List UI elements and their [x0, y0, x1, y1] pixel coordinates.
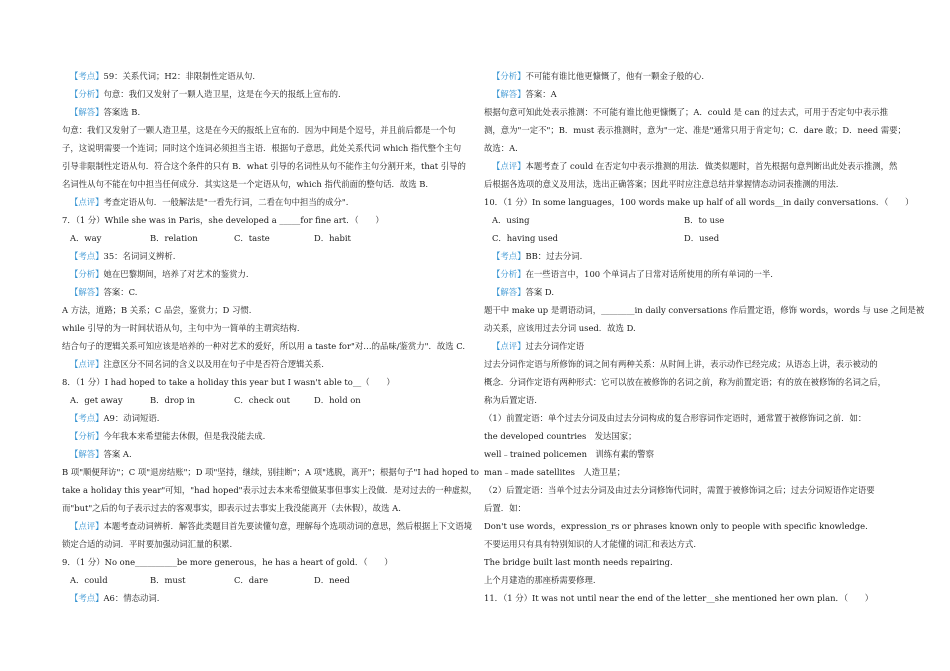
q9-body-line: 故选：A. — [484, 143, 518, 153]
q10-extra-line: 称为后置定语. — [484, 395, 537, 405]
q10-extra-line: （2）后置定语：当单个过去分词及由过去分词修饰代词时，需置于被修饰词之后；过去分词短语作定语要 — [484, 485, 875, 495]
q10-fenxi: 【分析】在一些语言中，100 个单词占了日常对话所使用的所有单词的一半. — [492, 269, 773, 279]
kaodian-label: 【考点】 — [70, 413, 104, 423]
fenxi-label: 【分析】 — [492, 269, 526, 279]
fenxi-label: 【分析】 — [70, 431, 104, 441]
option-c: C．having used — [492, 233, 559, 243]
option-b: B．relation — [150, 233, 198, 243]
q10-options — [492, 215, 872, 226]
option-c: C．taste — [234, 233, 270, 243]
dianping-label: 【点评】 — [70, 521, 104, 531]
option-d: D．used — [684, 233, 720, 243]
q10-body-line: 题干中 make up 是谓语动词，________in daily conversations 作后置定语，修饰 words，words 与 use 之间是被 — [484, 305, 925, 315]
q10-extra-line: The bridge built last month needs repairing. — [484, 557, 673, 567]
q7-body-line: A 方法，道路；B 关系；C 品尝，鉴赏力；D 习惯. — [62, 305, 252, 315]
q8-options — [70, 395, 450, 406]
q10-extra-line: （1）前置定语：单个过去分词及由过去分词构成的复合形容词作定语时，通常置于被修饰词之前．如： — [484, 413, 867, 423]
option-d: D．habit — [314, 233, 351, 243]
dianping-label: 【点评】 — [70, 359, 104, 369]
fenxi-label: 【分析】 — [492, 71, 526, 81]
fenxi-label: 【分析】 — [70, 89, 104, 99]
dianping-label: 【点评】 — [70, 197, 104, 207]
jieda-label: 【解答】 — [70, 287, 104, 297]
q6-body-line: 子，这说明需要一个连词；同时这个连词必须担当主语．根据句子意思，此处关系代词 which 指代整个主句 — [62, 143, 462, 153]
q7-body-line: 结合句子的逻辑关系可知应该是培养的一种对艺术的爱好，所以用 a taste for"对…的品味/鉴赏力"．故选 C. — [62, 341, 466, 351]
q9-fenxi: 【分析】不可能有谁比他更慷慨了，他有一颗金子般的心. — [492, 71, 705, 81]
q8-dianping-cont: 锁定合适的动词．平时要加强动词汇量的积累. — [62, 539, 233, 549]
option-c: C．check out — [234, 395, 291, 405]
q10-extra-line: 后置．如： — [484, 503, 526, 513]
q10-extra-line: 概念．分词作定语有两种形式：它可以放在被修饰的名词之前，称为前置定语；有的放在被修饰的名词之后， — [484, 377, 886, 387]
q10-extra-line: well﹣trained policemen 训练有素的警察 — [484, 449, 654, 459]
q9-body-line: 测，意为"一定不"；B．must 表示推测时，意为"一定、准是"通常只用于肯定句；C．dare 敢；D．need 需要； — [484, 125, 906, 135]
q8-fenxi: 【分析】今年我本来希望能去休假，但是我没能去成. — [70, 431, 266, 441]
q7-body-line: while 引导的为一时间状语从句，主句中为一简单的主谓宾结构. — [62, 323, 300, 333]
q10-options-row2 — [492, 233, 872, 244]
option-a: A．way — [70, 233, 102, 243]
option-a: A．using — [492, 215, 530, 225]
q8-kaodian: 【考点】A9：动词短语. — [70, 413, 160, 423]
q10-extra-line: 不要运用只有具有特别知识的人才能懂的词汇和表达方式. — [484, 539, 697, 549]
q11-stem: 11．（1 分）It was not until near the end of the letter__she mentioned her own plan．（ ） — [484, 593, 874, 603]
jieda-label: 【解答】 — [492, 287, 526, 297]
kaodian-label: 【考点】 — [70, 593, 104, 603]
fenxi-label: 【分析】 — [70, 269, 104, 279]
option-b: B．drop in — [150, 395, 196, 405]
q9-dianping-cont: 后根据各选项的意义及用法，选出正确答案；因此平时应注意总结并掌握情态动词表推测的用法. — [484, 179, 839, 189]
q10-extra-line: 上个月建造的那座桥需要修理. — [484, 575, 596, 585]
q6-fenxi: 【分析】句意：我们又发射了一颗人造卫星，这是在今天的报纸上宣布的. — [70, 89, 341, 99]
q9-stem: 9．（1 分）No one__________be more generous，he has a heart of gold．（ ） — [62, 557, 393, 567]
jieda-label: 【解答】 — [70, 107, 104, 117]
option-a: A．get away — [70, 395, 123, 405]
option-d: D．hold on — [314, 395, 361, 405]
q8-body-line: take a holiday this year"可知，"had hoped"表示过去本来希望做某事但事实上没做．是对过去的一种虚拟， — [62, 485, 478, 495]
kaodian-label: 【考点】 — [70, 251, 104, 261]
q7-fenxi: 【分析】她在巴黎期间，培养了对艺术的鉴赏力. — [70, 269, 249, 279]
option-d: D．need — [314, 575, 350, 585]
q7-options — [70, 233, 450, 244]
q10-extra-line: Don't use words，expression_rs or phrases known only to people with specific knowledge. — [484, 521, 868, 531]
q10-jieda: 【解答】答案 D. — [492, 287, 554, 297]
q6-dianping: 【点评】考查定语从句．一般解法是"一看先行词，二看在句中担当的成分". — [70, 197, 349, 207]
q10-body-line: 动关系，应该用过去分词 used．故选 D. — [484, 323, 636, 333]
q9-dianping: 【点评】本题考查了 could 在否定句中表示推测的用法．做类似题时，首先根据句意判断出此处表示推测，然 — [492, 161, 898, 171]
q6-body-line: 句意：我们又发射了一颗人造卫星，这是在今天的报纸上宣布的．因为中间是个逗号，并且前后都是一个句 — [62, 125, 456, 135]
q9-body-line: 根据句意可知此处表示推测：不可能有谁比他更慷慨了；A．could 是 can 的过去式，可用于否定句中表示推 — [484, 107, 889, 117]
q10-dianping: 【点评】过去分词作定语 — [492, 341, 585, 351]
q8-jieda: 【解答】答案 A. — [70, 449, 132, 459]
q9-jieda: 【解答】答案：A — [492, 89, 557, 99]
q7-dianping: 【点评】注意区分不同名词的含义以及用在句子中是否符合逻辑关系. — [70, 359, 324, 369]
q10-extra-line: 过去分词作定语与所修饰的词之间有两种关系：从时间上讲，表示动作已经完成；从语态上讲，表示被动的 — [484, 359, 878, 369]
q8-body-line: 而"but"之后的句子表示过去的客观事实，即表示过去事实上我没能离开（去休假），故选 A. — [62, 503, 401, 513]
q7-jieda: 【解答】答案：C. — [70, 287, 138, 297]
dianping-label: 【点评】 — [492, 341, 526, 351]
option-b: B．to use — [684, 215, 725, 225]
dianping-label: 【点评】 — [492, 161, 526, 171]
q7-stem: 7．（1 分）While she was in Paris，she developed a _____for fine art．（ ） — [62, 215, 384, 225]
q8-body-line: B 项"顺便拜访"；C 项"退房结账"；D 项"坚持，继续，别挂断"；A 项"逃脱，离开"；根据句子"I had hoped to — [62, 467, 479, 477]
q9-options — [70, 575, 450, 586]
option-c: C．dare — [234, 575, 269, 585]
q9-kaodian: 【考点】A6：情态动词. — [70, 593, 160, 603]
option-b: B．must — [150, 575, 186, 585]
q6-kaodian: 【考点】59：关系代词；H2：非限制性定语从句. — [70, 71, 256, 81]
q7-kaodian: 【考点】35：名词词义辨析. — [70, 251, 176, 261]
q10-kaodian: 【考点】BB：过去分词. — [492, 251, 583, 261]
q8-stem: 8．（1 分）I had hoped to take a holiday this year but I wasn't able to__（ ） — [62, 377, 395, 387]
q6-jieda: 【解答】答案选 B. — [70, 107, 141, 117]
kaodian-label: 【考点】 — [492, 251, 526, 261]
q10-extra-line: the developed countries 发达国家； — [484, 431, 637, 441]
q6-body-line: 名词性从句不能在句中担当任何成分．其实这是一个定语从句，which 指代前面的整句话．故选 B. — [62, 179, 429, 189]
q6-body-line: 引导非限制性定语从句．符合这个条件的只有 B．what 引导的名词性从句不能作主句分割开来，that 引导的 — [62, 161, 466, 171]
q10-stem: 10．（1 分）In some languages，100 words make up half of all words__in daily conversations．（ ） — [484, 197, 914, 207]
q10-extra-line: man﹣made satellites 人造卫星； — [484, 467, 626, 477]
kaodian-label: 【考点】 — [70, 71, 104, 81]
jieda-label: 【解答】 — [492, 89, 526, 99]
jieda-label: 【解答】 — [70, 449, 104, 459]
q8-dianping: 【点评】本题考查动词辨析．解答此类题目首先要读懂句意，理解每个选项动词的意思，然后根据上下文语境 — [70, 521, 472, 531]
option-a: A．could — [70, 575, 108, 585]
